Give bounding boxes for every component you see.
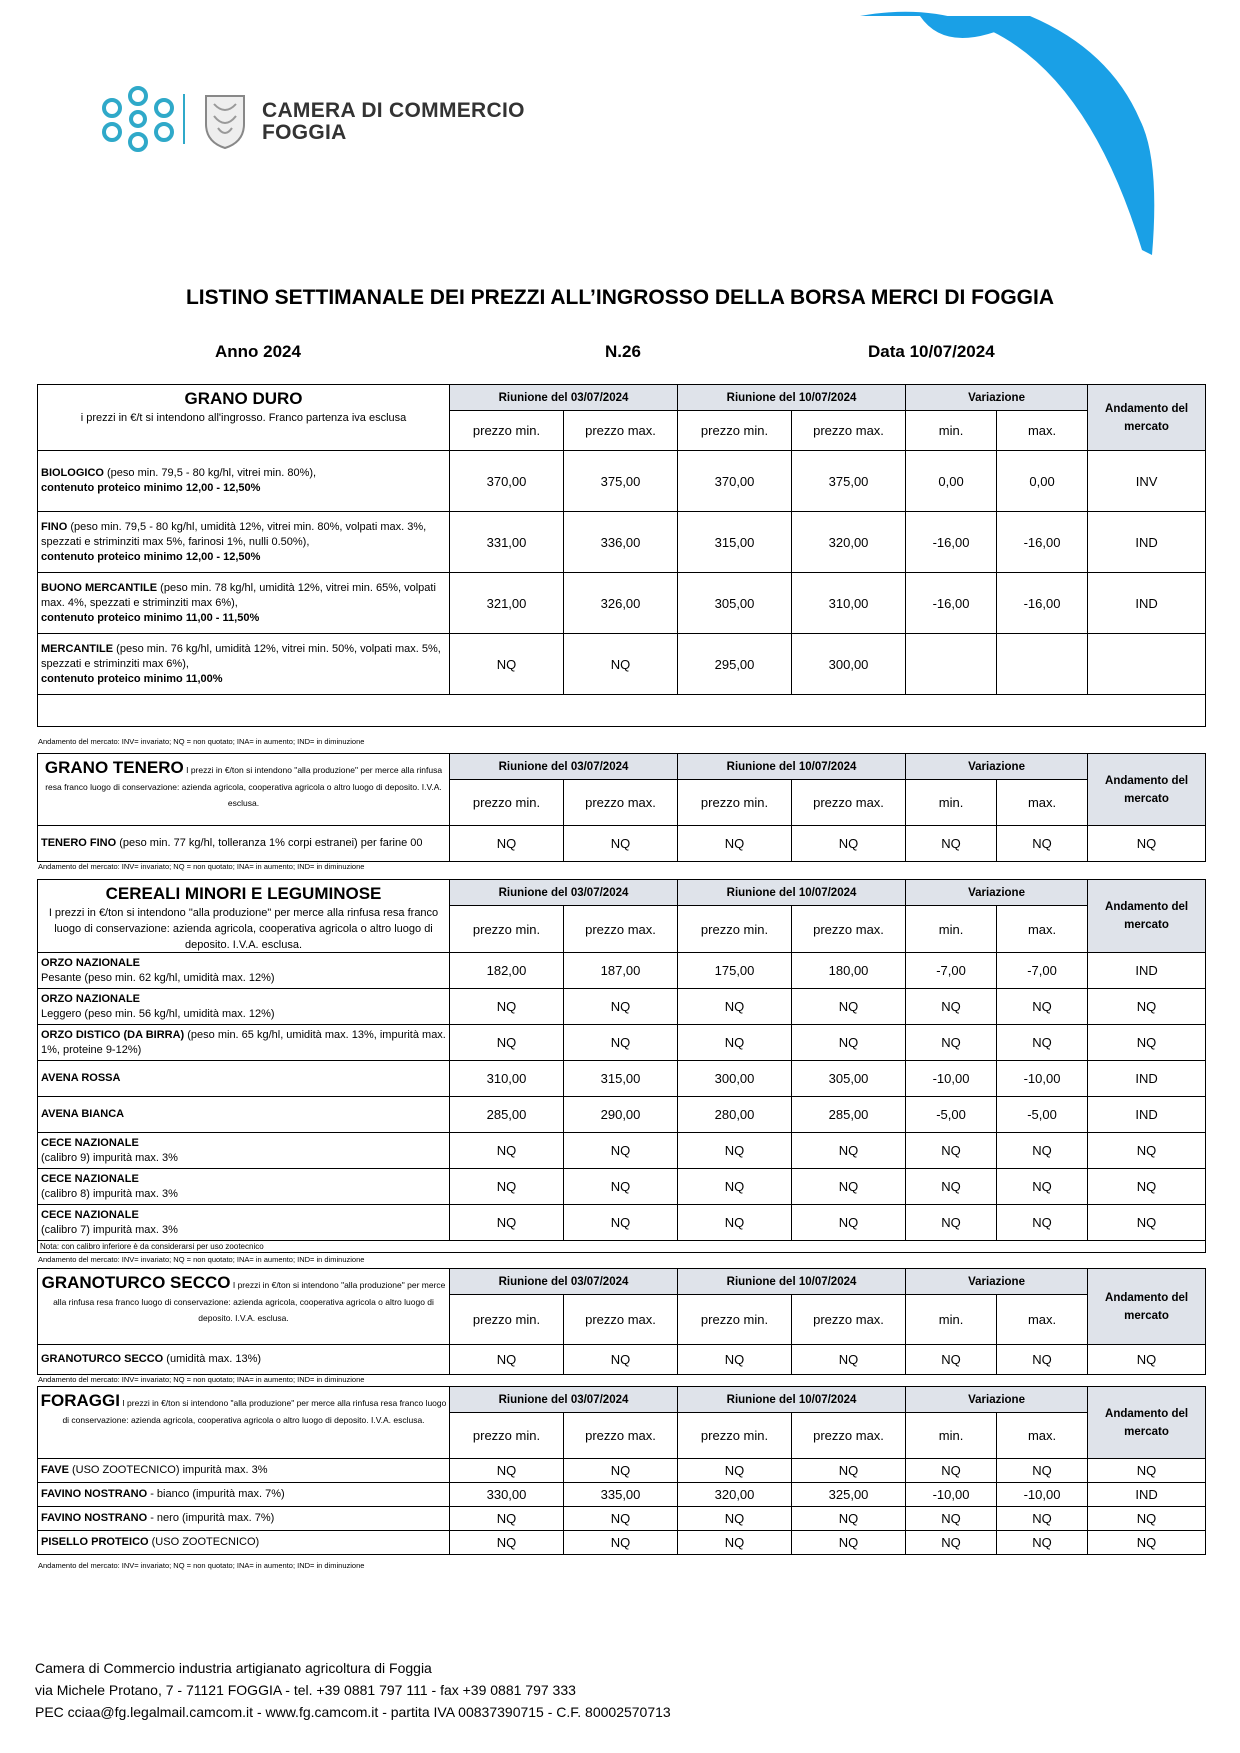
- product-description: [38, 1205, 450, 1241]
- price-cell: -7,00: [906, 953, 997, 989]
- price-cell: -5,00: [997, 1097, 1088, 1133]
- price-cell: IND: [1088, 1097, 1206, 1133]
- price-cell: NQ: [906, 1205, 997, 1241]
- price-cell: 325,00: [792, 1483, 906, 1507]
- price-cell: 375,00: [564, 451, 678, 512]
- price-cell: NQ: [678, 826, 792, 862]
- price-cell: NQ: [564, 1459, 678, 1483]
- column-header: max.: [997, 1295, 1088, 1345]
- price-cell: NQ: [450, 1345, 564, 1375]
- price-cell: NQ: [997, 1205, 1088, 1241]
- section-title: CEREALI MINORI E LEGUMINOSE: [105, 884, 382, 903]
- table-row: [38, 634, 1206, 695]
- section-header: [38, 1269, 450, 1345]
- riunione1-header: Riunione del 03/07/2024: [450, 1387, 678, 1413]
- riunione2-header: Riunione del 10/07/2024: [678, 1269, 906, 1295]
- riunione1-header: Riunione del 03/07/2024: [450, 754, 678, 780]
- price-cell: [906, 634, 997, 695]
- table-row: [38, 1169, 1206, 1205]
- price-cell: 295,00: [678, 634, 792, 695]
- price-cell: -7,00: [997, 953, 1088, 989]
- product-name: FAVINO NOSTRANO: [41, 1512, 148, 1524]
- variazione-header: Variazione: [906, 1269, 1088, 1295]
- price-cell: NQ: [906, 826, 997, 862]
- product-description: [38, 953, 450, 989]
- org-line1: CAMERA DI COMMERCIO: [262, 99, 525, 122]
- price-cell: 285,00: [792, 1097, 906, 1133]
- blank-row: [38, 695, 1206, 727]
- price-cell: 331,00: [450, 512, 564, 573]
- column-header: prezzo max.: [564, 780, 678, 826]
- price-cell: 182,00: [450, 953, 564, 989]
- andamento-header: Andamento del mercato: [1088, 385, 1206, 451]
- table-row: [38, 1345, 1206, 1375]
- price-cell: NQ: [792, 1133, 906, 1169]
- market-legend: Andamento del mercato: INV= invariato; NQ = non quotato; INA= in aumento; IND= in diminuzione: [38, 1561, 365, 1570]
- price-cell: NQ: [1088, 826, 1206, 862]
- section-note: I prezzi in €/ton si intendono "alla produzione" per merce alla rinfusa resa franco luogo di conservazione: azienda agricola, cooperativa agricola o altro luogo di deposito. I.V.A. esclusa.: [45, 765, 443, 808]
- grano-duro-table: [37, 384, 1206, 727]
- column-header: prezzo min.: [678, 780, 792, 826]
- product-description: [38, 1025, 450, 1061]
- footer-line2: via Michele Protano, 7 - 71121 FOGGIA - tel. +39 0881 797 111 - fax +39 0881 797 333: [35, 1682, 576, 1698]
- andamento-header: Andamento del mercato: [1088, 1387, 1206, 1459]
- product-description: [38, 1483, 450, 1507]
- variazione-header: Variazione: [906, 880, 1088, 906]
- andamento-header: Andamento del mercato: [1088, 754, 1206, 826]
- product-spec: (umidità max. 13%): [163, 1353, 262, 1365]
- price-cell: IND: [1088, 1483, 1206, 1507]
- anno-label: Anno 2024: [215, 342, 301, 361]
- market-legend: Andamento del mercato: INV= invariato; NQ = non quotato; INA= in aumento; IND= in diminuzione: [38, 1255, 365, 1264]
- product-description: [38, 1061, 450, 1097]
- price-cell: NQ: [997, 1531, 1088, 1555]
- price-cell: NQ: [997, 989, 1088, 1025]
- section-note: I prezzi in €/ton si intendono "alla produzione" per merce alla rinfusa resa franco luogo di conservazione: azienda agricola, cooperativa agricola o altro luogo di deposito. I.V.A. esclusa.: [62, 1398, 447, 1425]
- table-row: [38, 1025, 1206, 1061]
- price-cell: 0,00: [906, 451, 997, 512]
- table-row: [38, 1205, 1206, 1241]
- riunione2-header: Riunione del 10/07/2024: [678, 880, 906, 906]
- product-spec: (peso min. 79,5 - 80 kg/hl, vitrei min. 80%),: [103, 467, 317, 479]
- price-cell: -16,00: [997, 512, 1088, 573]
- product-description: [38, 634, 450, 695]
- price-cell: NQ: [450, 1169, 564, 1205]
- numero-label: N.26: [605, 342, 641, 361]
- product-name: AVENA ROSSA: [41, 1072, 121, 1084]
- product-name: BUONO MERCANTILE: [41, 581, 158, 594]
- table-row: [38, 989, 1206, 1025]
- riunione2-header: Riunione del 10/07/2024: [678, 385, 906, 411]
- product-description: [38, 451, 450, 512]
- price-cell: 290,00: [564, 1097, 678, 1133]
- andamento-header: Andamento del mercato: [1088, 880, 1206, 953]
- grano-tenero-table: [37, 753, 1206, 862]
- price-cell: 305,00: [792, 1061, 906, 1097]
- product-name: ORZO DISTICO (DA BIRRA): [41, 1028, 185, 1041]
- product-name: AVENA BIANCA: [41, 1108, 125, 1120]
- section-header: [38, 385, 450, 451]
- price-cell: NQ: [997, 1025, 1088, 1061]
- section-title: GRANO DURO: [184, 389, 303, 408]
- column-header: prezzo max.: [792, 906, 906, 953]
- price-cell: NQ: [997, 1459, 1088, 1483]
- product-spec: Pesante (peso min. 62 kg/hl, umidità max. 12%): [41, 971, 275, 984]
- price-cell: -10,00: [997, 1483, 1088, 1507]
- product-spec: (peso min. 77 kg/hl, tolleranza 1% corpi estranei) per farine 00: [116, 837, 423, 849]
- price-cell: NQ: [906, 989, 997, 1025]
- column-header: prezzo min.: [678, 1295, 792, 1345]
- column-header: min.: [906, 1295, 997, 1345]
- price-cell: -16,00: [997, 573, 1088, 634]
- price-cell: [1088, 634, 1206, 695]
- price-cell: NQ: [678, 1459, 792, 1483]
- price-cell: NQ: [450, 826, 564, 862]
- column-header: prezzo min.: [450, 411, 564, 451]
- price-cell: 320,00: [792, 512, 906, 573]
- price-cell: NQ: [997, 1507, 1088, 1531]
- price-cell: 300,00: [678, 1061, 792, 1097]
- price-cell: 315,00: [678, 512, 792, 573]
- column-header: min.: [906, 411, 997, 451]
- column-header: prezzo min.: [450, 1413, 564, 1459]
- price-cell: NQ: [1088, 1531, 1206, 1555]
- price-cell: 180,00: [792, 953, 906, 989]
- section-footnote: Nota: con calibro inferiore è da considerarsi per uso zootecnico: [38, 1241, 1206, 1253]
- column-header: prezzo min.: [678, 411, 792, 451]
- column-header: prezzo max.: [792, 780, 906, 826]
- product-name: MERCANTILE: [41, 642, 114, 655]
- price-cell: NQ: [906, 1345, 997, 1375]
- column-header: prezzo max.: [564, 1413, 678, 1459]
- price-cell: NQ: [564, 1205, 678, 1241]
- table-row: [38, 953, 1206, 989]
- column-header: prezzo max.: [792, 1295, 906, 1345]
- table-row: [38, 1507, 1206, 1531]
- product-description: [38, 1531, 450, 1555]
- price-cell: NQ: [678, 1133, 792, 1169]
- price-cell: NQ: [450, 1459, 564, 1483]
- riunione2-header: Riunione del 10/07/2024: [678, 754, 906, 780]
- page-title: LISTINO SETTIMANALE DEI PREZZI ALL’INGROSSO DELLA BORSA MERCI DI FOGGIA: [185, 286, 1054, 309]
- column-header: prezzo max.: [564, 906, 678, 953]
- product-name: FINO: [41, 520, 68, 533]
- product-spec: (USO ZOOTECNICO) impurità max. 3%: [68, 1464, 268, 1476]
- product-name: CECE NAZIONALE: [41, 1172, 139, 1185]
- product-spec: (peso min. 65 kg/hl, umidità max. 13%, impurità max. 1%, proteine 9-12%): [41, 1028, 446, 1056]
- price-cell: -10,00: [906, 1061, 997, 1097]
- protein-spec: contenuto proteico minimo 11,00%: [41, 672, 223, 685]
- table-row: [38, 1133, 1206, 1169]
- table-row: [38, 451, 1206, 512]
- column-header: min.: [906, 906, 997, 953]
- product-description: [38, 989, 450, 1025]
- product-description: [38, 1169, 450, 1205]
- table-row: [38, 1483, 1206, 1507]
- product-description: [38, 1133, 450, 1169]
- product-spec: (calibro 9) impurità max. 3%: [41, 1151, 178, 1164]
- table-row: [38, 1531, 1206, 1555]
- price-cell: 300,00: [792, 634, 906, 695]
- footer: [35, 1657, 671, 1723]
- price-cell: 375,00: [792, 451, 906, 512]
- table-row: [38, 1459, 1206, 1483]
- price-cell: -16,00: [906, 512, 997, 573]
- variazione-header: Variazione: [906, 1387, 1088, 1413]
- section-header: [38, 1387, 450, 1459]
- column-header: prezzo min.: [450, 780, 564, 826]
- price-cell: 321,00: [450, 573, 564, 634]
- logo-divider: [183, 94, 185, 144]
- price-cell: 175,00: [678, 953, 792, 989]
- price-cell: 0,00: [997, 451, 1088, 512]
- table-row: [38, 826, 1206, 862]
- price-cell: NQ: [564, 1169, 678, 1205]
- product-name: GRANOTURCO SECCO: [41, 1353, 164, 1365]
- price-cell: NQ: [564, 989, 678, 1025]
- product-description: [38, 1507, 450, 1531]
- column-header: prezzo min.: [678, 1413, 792, 1459]
- column-header: max.: [997, 780, 1088, 826]
- section-note: i prezzi in €/t si intendono all'ingrosso. Franco partenza iva esclusa: [80, 412, 407, 424]
- price-cell: NQ: [792, 989, 906, 1025]
- price-cell: 305,00: [678, 573, 792, 634]
- price-cell: 336,00: [564, 512, 678, 573]
- price-cell: 315,00: [564, 1061, 678, 1097]
- price-cell: NQ: [906, 1507, 997, 1531]
- price-cell: NQ: [678, 1169, 792, 1205]
- product-name: ORZO NAZIONALE: [41, 992, 140, 1005]
- price-cell: NQ: [1088, 1507, 1206, 1531]
- price-cell: NQ: [450, 989, 564, 1025]
- column-header: prezzo min.: [450, 906, 564, 953]
- market-legend: Andamento del mercato: INV= invariato; NQ = non quotato; INA= in aumento; IND= in diminuzione: [38, 1375, 365, 1384]
- section-header: [38, 880, 450, 953]
- price-cell: -5,00: [906, 1097, 997, 1133]
- price-cell: NQ: [678, 989, 792, 1025]
- footer-line3: PEC cciaa@fg.legalmail.camcom.it - www.fg.camcom.it - partita IVA 00837390715 - C.F. 80002570713: [35, 1704, 671, 1720]
- column-header: prezzo min.: [450, 1295, 564, 1345]
- price-cell: IND: [1088, 573, 1206, 634]
- price-cell: NQ: [1088, 1025, 1206, 1061]
- price-cell: 310,00: [792, 573, 906, 634]
- org-name: [262, 100, 525, 144]
- price-cell: NQ: [450, 1133, 564, 1169]
- product-name: BIOLOGICO: [41, 467, 104, 479]
- org-line2: FOGGIA: [262, 121, 347, 144]
- price-cell: NQ: [997, 1169, 1088, 1205]
- column-header: max.: [997, 1413, 1088, 1459]
- section-note: I prezzi in €/ton si intendono "alla produzione" per merce alla rinfusa resa franco luogo di conservazione: azienda agricola, cooperativa agricola o altro luogo di deposito. I.V.A. esclusa.: [53, 1280, 446, 1323]
- data-label: Data 10/07/2024: [868, 342, 995, 361]
- price-cell: NQ: [1088, 1345, 1206, 1375]
- price-cell: NQ: [564, 1025, 678, 1061]
- price-cell: NQ: [450, 1531, 564, 1555]
- column-header: max.: [997, 906, 1088, 953]
- protein-spec: contenuto proteico minimo 12,00 - 12,50%: [41, 482, 261, 494]
- product-description: [38, 1459, 450, 1483]
- price-cell: NQ: [792, 1531, 906, 1555]
- price-cell: NQ: [678, 1025, 792, 1061]
- price-cell: NQ: [564, 1507, 678, 1531]
- protein-spec: contenuto proteico minimo 11,00 - 11,50%: [41, 611, 260, 624]
- price-cell: INV: [1088, 451, 1206, 512]
- product-spec: - bianco (impurità max. 7%): [147, 1488, 285, 1500]
- product-description: [38, 826, 450, 862]
- price-cell: IND: [1088, 953, 1206, 989]
- price-cell: NQ: [792, 1459, 906, 1483]
- section-title: GRANOTURCO SECCO: [41, 1273, 231, 1292]
- product-description: [38, 1345, 450, 1375]
- product-description: [38, 1097, 450, 1133]
- price-cell: NQ: [450, 1025, 564, 1061]
- product-description: [38, 573, 450, 634]
- price-cell: NQ: [1088, 1459, 1206, 1483]
- product-name: FAVINO NOSTRANO: [41, 1488, 148, 1500]
- column-header: prezzo max.: [792, 1413, 906, 1459]
- price-cell: NQ: [997, 826, 1088, 862]
- column-header: max.: [997, 411, 1088, 451]
- product-description: [38, 512, 450, 573]
- foraggi-table: [37, 1386, 1206, 1555]
- product-spec: - nero (impurità max. 7%): [147, 1512, 275, 1524]
- price-cell: 320,00: [678, 1483, 792, 1507]
- section-header: [38, 754, 450, 826]
- price-cell: NQ: [678, 1507, 792, 1531]
- price-cell: IND: [1088, 512, 1206, 573]
- market-legend: Andamento del mercato: INV= invariato; NQ = non quotato; INA= in aumento; IND= in diminuzione: [38, 862, 365, 871]
- price-cell: NQ: [792, 1345, 906, 1375]
- price-cell: NQ: [906, 1169, 997, 1205]
- price-cell: NQ: [564, 1531, 678, 1555]
- product-spec: (peso min. 79,5 - 80 kg/hl, umidità 12%, vitrei min. 80%, volpati max. 3%, spezzati e striminziti max 5%, farinosi 1%, nulli 0.50%),: [41, 520, 427, 548]
- variazione-header: Variazione: [906, 754, 1088, 780]
- riunione1-header: Riunione del 03/07/2024: [450, 880, 678, 906]
- price-cell: 280,00: [678, 1097, 792, 1133]
- price-cell: 310,00: [450, 1061, 564, 1097]
- product-name: PISELLO PROTEICO: [41, 1536, 149, 1548]
- product-name: CECE NAZIONALE: [41, 1136, 139, 1149]
- price-cell: NQ: [450, 634, 564, 695]
- product-name: CECE NAZIONALE: [41, 1208, 139, 1221]
- granoturco-table: [37, 1268, 1206, 1375]
- price-cell: NQ: [564, 1133, 678, 1169]
- chamber-logo-icon: [98, 86, 178, 152]
- riunione1-header: Riunione del 03/07/2024: [450, 385, 678, 411]
- price-cell: IND: [1088, 1061, 1206, 1097]
- price-cell: NQ: [906, 1133, 997, 1169]
- price-cell: 326,00: [564, 573, 678, 634]
- price-cell: NQ: [1088, 1133, 1206, 1169]
- price-cell: NQ: [678, 1205, 792, 1241]
- table-row: [38, 512, 1206, 573]
- price-cell: NQ: [1088, 989, 1206, 1025]
- product-name: ORZO NAZIONALE: [41, 956, 140, 969]
- price-cell: NQ: [792, 1507, 906, 1531]
- price-cell: NQ: [564, 826, 678, 862]
- price-cell: NQ: [564, 1345, 678, 1375]
- product-name: TENERO FINO: [41, 837, 117, 849]
- product-spec: Leggero (peso min. 56 kg/hl, umidità max. 12%): [41, 1007, 275, 1020]
- decorative-arc: [860, 0, 1220, 260]
- column-header: prezzo min.: [678, 906, 792, 953]
- price-cell: NQ: [792, 1205, 906, 1241]
- price-cell: -10,00: [997, 1061, 1088, 1097]
- product-spec: (USO ZOOTECNICO): [148, 1536, 260, 1548]
- coat-of-arms-icon: [200, 90, 250, 150]
- table-row: [38, 1097, 1206, 1133]
- price-cell: NQ: [792, 826, 906, 862]
- price-cell: 370,00: [678, 451, 792, 512]
- column-header: prezzo max.: [792, 411, 906, 451]
- product-spec: (peso min. 78 kg/hl, umidità 12%, vitrei min. 65%, volpati max. 4%, spezzati e striminziti max 6%),: [41, 581, 436, 609]
- protein-spec: contenuto proteico minimo 12,00 - 12,50%: [41, 550, 261, 563]
- price-cell: NQ: [450, 1507, 564, 1531]
- price-cell: 335,00: [564, 1483, 678, 1507]
- column-header: prezzo max.: [564, 1295, 678, 1345]
- price-cell: 187,00: [564, 953, 678, 989]
- price-cell: 285,00: [450, 1097, 564, 1133]
- column-header: prezzo max.: [564, 411, 678, 451]
- andamento-header: Andamento del mercato: [1088, 1269, 1206, 1345]
- price-cell: NQ: [792, 1169, 906, 1205]
- section-title: FORAGGI: [40, 1391, 120, 1410]
- product-spec: (peso min. 76 kg/hl, umidità 12%, vitrei min. 50%, volpati max. 5%, spezzati e striminziti max 6%),: [41, 642, 441, 670]
- price-cell: -16,00: [906, 573, 997, 634]
- product-spec: (calibro 8) impurità max. 3%: [41, 1187, 178, 1200]
- cereali-table: [37, 879, 1206, 1253]
- price-cell: NQ: [906, 1531, 997, 1555]
- section-note: I prezzi in €/ton si intendono "alla produzione" per merce alla rinfusa resa franco luogo di conservazione: azienda agricola, cooperativa agricola o altro luogo di deposito. I.V.A. esclusa.: [48, 907, 439, 951]
- price-cell: NQ: [1088, 1169, 1206, 1205]
- price-cell: NQ: [1088, 1205, 1206, 1241]
- price-cell: NQ: [906, 1459, 997, 1483]
- variazione-header: Variazione: [906, 385, 1088, 411]
- column-header: min.: [906, 780, 997, 826]
- price-cell: NQ: [678, 1345, 792, 1375]
- price-cell: NQ: [792, 1025, 906, 1061]
- price-cell: NQ: [450, 1205, 564, 1241]
- market-legend: Andamento del mercato: INV= invariato; NQ = non quotato; INA= in aumento; IND= in diminuzione: [38, 737, 365, 746]
- price-cell: NQ: [997, 1133, 1088, 1169]
- table-row: [38, 573, 1206, 634]
- price-cell: 330,00: [450, 1483, 564, 1507]
- price-cell: [997, 634, 1088, 695]
- price-cell: NQ: [906, 1025, 997, 1061]
- riunione1-header: Riunione del 03/07/2024: [450, 1269, 678, 1295]
- price-cell: NQ: [564, 634, 678, 695]
- price-cell: NQ: [997, 1345, 1088, 1375]
- product-spec: (calibro 7) impurità max. 3%: [41, 1223, 178, 1236]
- section-title: GRANO TENERO: [44, 758, 184, 777]
- column-header: min.: [906, 1413, 997, 1459]
- footer-line1: Camera di Commercio industria artigianato agricoltura di Foggia: [35, 1660, 432, 1676]
- price-cell: -10,00: [906, 1483, 997, 1507]
- table-row: [38, 1061, 1206, 1097]
- price-cell: 370,00: [450, 451, 564, 512]
- riunione2-header: Riunione del 10/07/2024: [678, 1387, 906, 1413]
- product-name: FAVE: [41, 1464, 69, 1476]
- price-cell: NQ: [678, 1531, 792, 1555]
